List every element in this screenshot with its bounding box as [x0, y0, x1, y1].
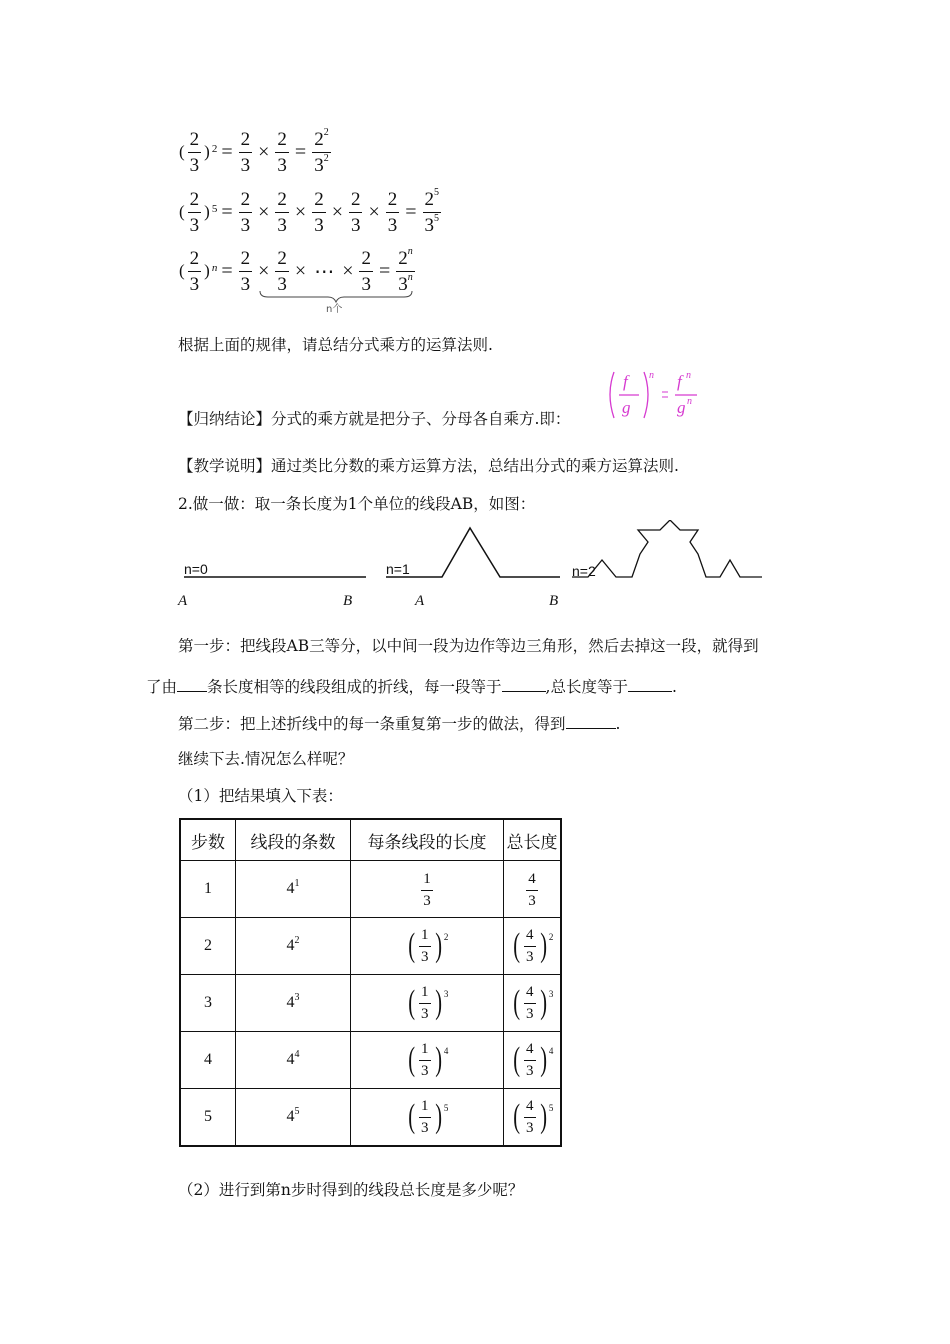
paren-open: ( — [512, 927, 520, 964]
numerator: 4 — [526, 1097, 534, 1114]
result-fraction — [312, 126, 331, 176]
fraction — [312, 190, 326, 235]
paren-open: ( — [512, 1041, 520, 1078]
numerator: 2 — [240, 188, 251, 210]
cell-count — [236, 975, 351, 1032]
numerator: 2 — [424, 188, 435, 210]
cell-length — [351, 918, 504, 975]
times-sign: × — [294, 200, 307, 223]
step1-text-part: 了由 — [146, 678, 178, 696]
step2-text-part: 第二步：把上述折线中的每一条重复第一步的做法，得到 — [178, 715, 566, 733]
table-row — [180, 1089, 561, 1147]
formula-res-den: g — [677, 398, 686, 417]
paren-close: ) — [434, 927, 442, 964]
times-sign: × — [258, 140, 270, 163]
result-fraction — [396, 245, 415, 295]
times-sign: × — [342, 259, 354, 282]
table-row — [180, 861, 561, 918]
header-total: 总长度 — [504, 819, 562, 861]
times-sign: × — [258, 200, 270, 223]
total-fraction — [524, 985, 536, 1022]
fraction — [239, 130, 253, 175]
fraction — [275, 190, 289, 235]
equals-sign: = — [221, 140, 233, 163]
length-exp: 2 — [443, 931, 449, 942]
times-sign: × — [294, 259, 307, 282]
paren-close: ) — [204, 202, 210, 221]
exponent: n — [407, 271, 413, 283]
numerator: 4 — [526, 983, 534, 1000]
paren-close: ) — [204, 142, 210, 161]
label-a1: A — [415, 593, 425, 609]
formula-power: n — [649, 370, 654, 381]
formula-res-den-exp: n — [687, 396, 692, 407]
length-power — [406, 928, 449, 965]
label-b0: B — [343, 593, 353, 609]
fraction — [239, 190, 253, 235]
cell-step: 2 — [180, 918, 236, 975]
header-count: 线段的条数 — [236, 819, 351, 861]
length-power — [406, 985, 449, 1022]
paren-close: ) — [539, 1041, 547, 1078]
cell-count — [236, 918, 351, 975]
numerator: 2 — [189, 188, 200, 210]
paren-close: ) — [434, 1098, 442, 1135]
length-fraction — [421, 872, 433, 909]
denominator: 3 — [188, 212, 202, 235]
step1-text-part: 条长度相等的线段组成的折线，每一段等于 — [207, 678, 502, 696]
numerator: 2 — [314, 128, 324, 150]
activity-text: 2.做一做：取一条长度为1个单位的线段AB，如图： — [178, 495, 536, 513]
denominator: 3 — [275, 271, 289, 294]
denominator: 3 — [314, 154, 324, 176]
step1-text-part: ,总长度等于 — [545, 678, 628, 696]
count-base: 4 — [286, 1051, 295, 1068]
count-base: 4 — [286, 937, 295, 954]
cell-total — [504, 918, 562, 975]
count-base: 4 — [286, 880, 295, 897]
numerator: 4 — [528, 870, 536, 887]
numerator: 2 — [277, 128, 287, 150]
cell-step: 4 — [180, 1032, 236, 1089]
equals-sign: = — [378, 259, 391, 282]
question-1: （1）把结果填入下表： — [178, 787, 343, 805]
denominator: 3 — [188, 152, 202, 175]
label-n1: n=1 — [386, 561, 410, 577]
total-power — [511, 985, 554, 1022]
numerator: 2 — [277, 247, 287, 269]
denominator: 3 — [239, 212, 253, 235]
exponent: 2 — [323, 152, 329, 164]
count-exp: 2 — [294, 935, 300, 946]
numerator: 1 — [421, 1040, 429, 1057]
times-sign: × — [258, 259, 270, 282]
numerator: 4 — [526, 1040, 534, 1057]
length-exp: 5 — [443, 1102, 449, 1113]
equals-sign: = — [405, 200, 417, 223]
paren-open: ( — [407, 984, 415, 1021]
total-power — [511, 1042, 554, 1079]
denominator: 3 — [349, 212, 363, 235]
denominator: 3 — [275, 212, 289, 235]
blank-total-length[interactable] — [628, 677, 672, 692]
denominator: 3 — [419, 1003, 431, 1022]
question-2: （2）进行到第n步时得到的线段总长度是多少呢？ — [178, 1181, 524, 1199]
table-row — [180, 918, 561, 975]
exponent: 5 — [434, 186, 440, 198]
ellipsis: ⋯ — [314, 260, 335, 283]
fraction — [188, 190, 202, 235]
label-n2: n=2 — [572, 563, 596, 579]
denominator: 3 — [526, 890, 538, 909]
cell-length — [351, 861, 504, 918]
denominator: 3 — [275, 152, 289, 175]
count-base: 4 — [286, 994, 295, 1011]
total-fraction — [526, 872, 538, 909]
label-b1: B — [549, 593, 559, 609]
total-fraction — [524, 928, 536, 965]
total-power — [511, 928, 554, 965]
blank-segment-count[interactable] — [177, 677, 207, 692]
cell-count — [236, 1089, 351, 1147]
paren-close: ) — [204, 261, 210, 280]
paren-close: ) — [434, 984, 442, 1021]
length-fraction — [419, 1099, 431, 1136]
formula-res-num: f — [677, 372, 682, 391]
total-exp: 5 — [548, 1102, 554, 1113]
step2-line — [178, 714, 620, 734]
paren-close: ) — [539, 1098, 547, 1135]
paren-close: ) — [434, 1041, 442, 1078]
denominator: 3 — [386, 212, 400, 235]
paren-open: ( — [179, 202, 185, 221]
length-fraction — [419, 1042, 431, 1079]
fraction — [239, 249, 253, 294]
fraction — [275, 130, 289, 175]
length-power — [406, 1042, 449, 1079]
count-exp: 1 — [294, 878, 300, 889]
blank-segment-length[interactable] — [502, 677, 546, 692]
denominator: 3 — [424, 214, 435, 236]
denominator: 3 — [312, 212, 326, 235]
numerator: 2 — [361, 247, 371, 269]
length-exp: 4 — [443, 1045, 449, 1056]
count-base: 4 — [286, 1108, 295, 1125]
step1-text-part: . — [671, 678, 677, 696]
denominator: 3 — [419, 1117, 431, 1136]
step2-text-part: . — [615, 715, 621, 733]
paren-open: ( — [179, 142, 185, 161]
fraction — [188, 249, 202, 294]
denominator: 3 — [398, 273, 408, 295]
numerator: 1 — [421, 1097, 429, 1114]
cell-step: 1 — [180, 861, 236, 918]
equation-row-2 — [178, 186, 443, 238]
equals-sign: = — [294, 140, 307, 163]
fraction — [275, 249, 289, 294]
numerator: 1 — [421, 926, 429, 943]
continue-text: 继续下去.情况怎么样呢？ — [178, 750, 354, 768]
numerator: 1 — [423, 870, 431, 887]
label-a0: A — [178, 593, 188, 609]
paren-open: ( — [407, 1098, 415, 1135]
formula-res-num-exp: n — [686, 370, 691, 381]
cell-length — [351, 1089, 504, 1147]
length-fraction — [419, 985, 431, 1022]
equals-sign: = — [221, 200, 233, 223]
blank-step2-result[interactable] — [566, 714, 616, 729]
denominator: 3 — [524, 1117, 536, 1136]
paren-open: ( — [407, 927, 415, 964]
cell-count — [236, 861, 351, 918]
total-fraction — [524, 1099, 536, 1136]
fraction — [188, 130, 202, 175]
exponent: n — [407, 245, 413, 257]
paren-open: ( — [512, 1098, 520, 1135]
times-sign: × — [368, 200, 380, 223]
total-exp: 2 — [548, 931, 554, 942]
total-fraction — [524, 1042, 536, 1079]
numerator: 2 — [350, 188, 361, 210]
count-exp: 5 — [294, 1106, 300, 1117]
table-header-row — [180, 819, 561, 861]
numerator: 1 — [421, 983, 429, 1000]
numerator: 2 — [240, 128, 251, 150]
conclusion-text: 【归纳结论】分式的乘方就是把分子、分母各自乘方.即： — [178, 410, 571, 428]
formula-den: g — [622, 398, 631, 417]
length-exp: 3 — [443, 988, 449, 999]
denominator: 3 — [239, 152, 253, 175]
numerator: 2 — [387, 188, 398, 210]
cell-total — [504, 1089, 562, 1147]
cell-total — [504, 975, 562, 1032]
length-power — [406, 1099, 449, 1136]
denominator: 3 — [524, 946, 536, 965]
numerator: 2 — [277, 188, 287, 210]
exponent: n — [211, 262, 218, 274]
numerator: 2 — [189, 247, 200, 269]
step1-line2 — [146, 677, 677, 697]
cell-total — [504, 1032, 562, 1089]
label-n0: n=0 — [184, 561, 208, 577]
paren-open: ( — [407, 1041, 415, 1078]
numerator: 2 — [314, 188, 324, 210]
table-row — [180, 1032, 561, 1089]
cell-length — [351, 1032, 504, 1089]
count-exp: 3 — [294, 992, 300, 1003]
numerator: 4 — [526, 926, 534, 943]
exponent: 2 — [323, 126, 329, 138]
results-table — [179, 818, 562, 1147]
times-sign: × — [331, 200, 343, 223]
cell-step: 5 — [180, 1089, 236, 1147]
equals-sign: = — [221, 259, 233, 282]
denominator: 3 — [524, 1003, 536, 1022]
cell-count — [236, 1032, 351, 1089]
teaching-note: 【教学说明】通过类比分数的乘方运算方法，总结出分式的乘方运算法则. — [178, 457, 679, 475]
denominator: 3 — [524, 1060, 536, 1079]
count-exp: 4 — [294, 1049, 300, 1060]
brace-label: n个 — [326, 304, 343, 315]
fraction — [359, 249, 373, 294]
exponent: 2 — [211, 143, 218, 155]
paren-close: ) — [539, 927, 547, 964]
fraction — [349, 190, 363, 235]
prompt-text: 根据上面的规律，请总结分式乘方的运算法则. — [178, 336, 493, 354]
exponent: 5 — [434, 212, 440, 224]
fraction — [386, 190, 400, 235]
denominator: 3 — [421, 890, 433, 909]
equation-row-1 — [178, 126, 333, 178]
numerator: 2 — [189, 128, 200, 150]
denominator: 3 — [359, 271, 373, 294]
cell-length — [351, 975, 504, 1032]
table-row — [180, 975, 561, 1032]
step1-line1: 第一步：把线段AB三等分，以中间一段为边作等边三角形，然后去掉这一段，就得到 — [178, 637, 759, 655]
cell-total — [504, 861, 562, 918]
cell-step: 3 — [180, 975, 236, 1032]
paren-close: ) — [539, 984, 547, 1021]
total-power — [511, 1099, 554, 1136]
exponent: 5 — [211, 203, 218, 215]
koch-figure — [170, 520, 780, 615]
denominator: 3 — [239, 271, 253, 294]
denominator: 3 — [419, 1060, 431, 1079]
paren-open: ( — [179, 261, 185, 280]
numerator: 2 — [240, 247, 251, 269]
length-fraction — [419, 928, 431, 965]
header-steps: 步数 — [180, 819, 236, 861]
numerator: 2 — [398, 247, 408, 269]
denominator: 3 — [188, 271, 202, 294]
result-fraction — [423, 186, 442, 236]
denominator: 3 — [419, 946, 431, 965]
header-length: 每条线段的长度 — [351, 819, 504, 861]
total-exp: 3 — [548, 988, 554, 999]
total-exp: 4 — [548, 1045, 554, 1056]
paren-open: ( — [512, 984, 520, 1021]
formula-num: f — [623, 372, 628, 391]
